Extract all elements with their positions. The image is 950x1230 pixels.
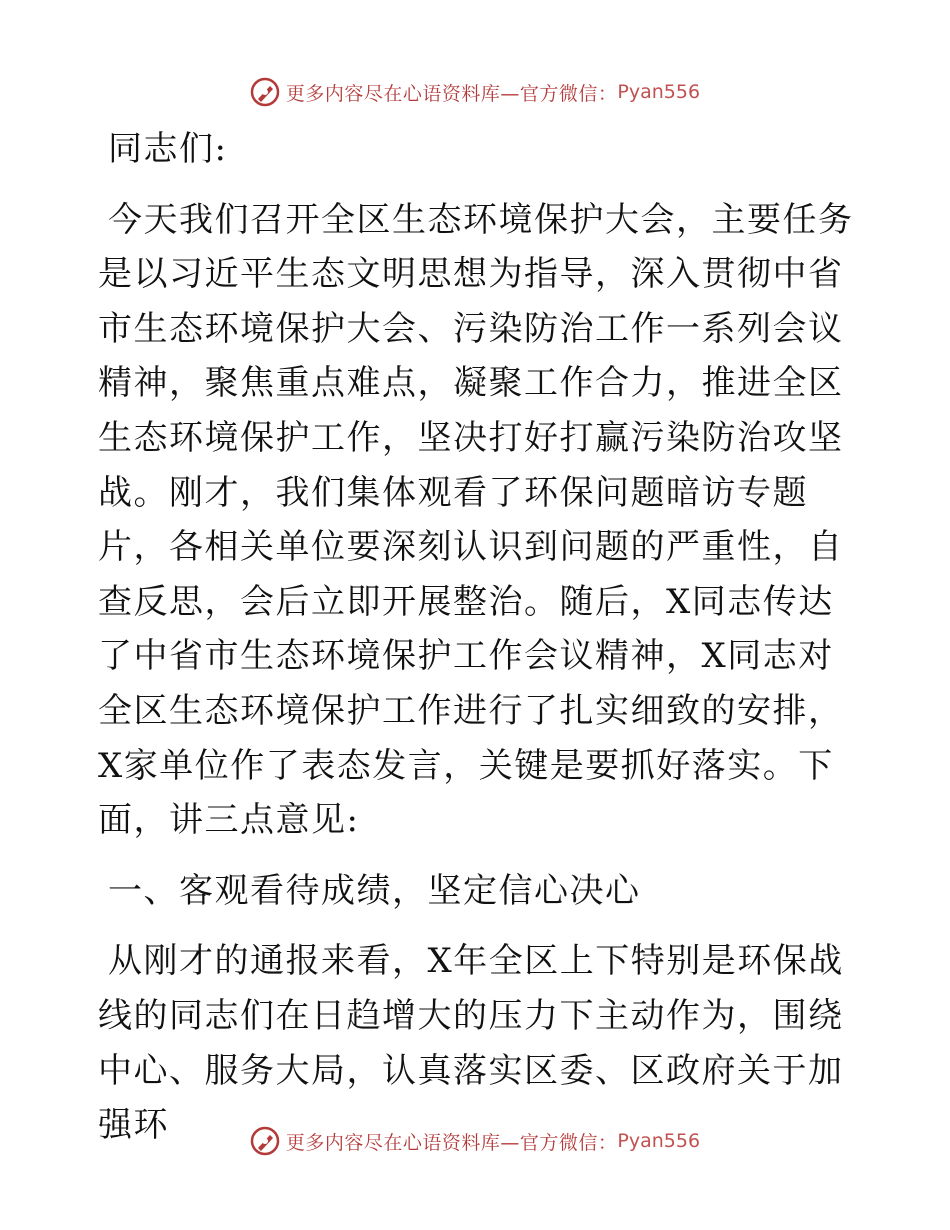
header-watermark — [0, 72, 950, 112]
watermark-wechat-id: Pyan556 — [617, 81, 701, 103]
salutation: 同志们: — [108, 129, 228, 169]
paragraph-2: 从刚才的通报来看，X年全区上下特别是环保战线的同志们在日趋增大的压力下主动作为，围绕中心、服务大局，认真落实区委、区政府关于加强环 — [98, 941, 844, 1146]
watermark-text: 更多内容尽在心语资料库—官方微信： — [285, 1131, 618, 1154]
watermark-wechat-id: Pyan556 — [617, 1130, 701, 1152]
paragraph-1: 今天我们召开全区生态环境保护大会，主要任务是以习近平生态文明思想为指导，深入贯彻中省市生态环境保护大会、污染防治工作一系列会议精神，聚焦重点难点，凝聚工作合力，推进全区生态环境保护工作，坚决打好打赢污染防治攻坚战。刚才，我们集体观看了环保问题暗访专题片，各相关单位要深刻认识到问题的严重性，自查反思，会后立即开展整治。随后，X同志传达了中省市生态环境保护工作会议精神，X同志对全区生态环境保护工作进行了扎实细致的安排，X家单位作了表态发言，关键是要抓好落实。下面，讲三点意见: — [98, 199, 854, 841]
document-body — [98, 122, 858, 1153]
footer-watermark — [0, 1121, 950, 1161]
section-heading-1: 一、客观看待成绩，坚定信心决心 — [108, 870, 641, 911]
pen-logo-icon — [250, 1126, 280, 1156]
watermark-text: 更多内容尽在心语资料库—官方微信： — [285, 82, 618, 105]
pen-logo-icon — [250, 77, 280, 107]
